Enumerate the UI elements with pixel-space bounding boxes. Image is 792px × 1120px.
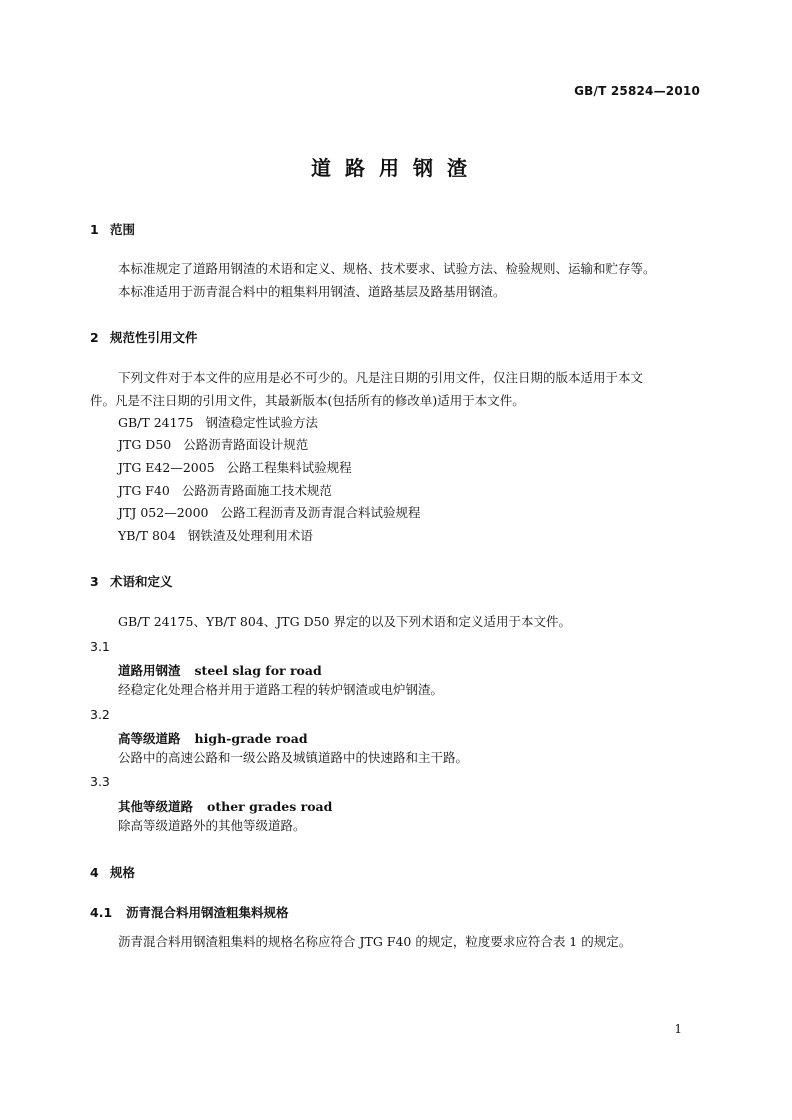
reference-item (118, 502, 421, 524)
section-number: 1 (90, 222, 99, 237)
reference-name: 公路工程沥青及沥青混合料试验规程 (220, 505, 421, 520)
section-4-heading (90, 863, 135, 881)
reference-item (118, 434, 308, 456)
paragraph: 下列文件对于本文件的应用是必不可少的。凡是注日期的引用文件，仅注日期的版本适用于本文 (118, 370, 644, 385)
reference-item (118, 480, 332, 502)
reference-name: 公路工程集料试验规程 (226, 460, 352, 475)
reference-code: JTG E42—2005 (118, 460, 215, 475)
term-entry (118, 661, 322, 679)
term-entry (118, 729, 308, 747)
term-definition: 公路中的高速公路和一级公路及城镇道路中的快速路和主干路。 (118, 750, 469, 765)
reference-code: YB/T 804 (118, 528, 176, 543)
section-title: 术语和定义 (110, 574, 173, 589)
section-number: 3 (90, 574, 99, 589)
subsection-4-1-heading (90, 903, 289, 921)
term-zh: 其他等级道路 (118, 799, 194, 814)
section-1-heading (90, 220, 135, 238)
term-definition: 经稳定化处理合格并用于道路工程的转炉钢渣或电炉钢渣。 (118, 682, 444, 697)
term-zh: 高等级道路 (118, 731, 181, 746)
reference-code: JTG D50 (118, 437, 172, 452)
reference-code: GB/T 24175 (118, 415, 194, 430)
term-number: 3.3 (90, 774, 110, 789)
term-en: other grades road (207, 799, 333, 814)
term-en: steel slag for road (194, 663, 322, 678)
term-number: 3.2 (90, 707, 110, 722)
term-en: high-grade road (194, 731, 308, 746)
reference-name: 公路沥青路面施工技术规范 (181, 483, 332, 498)
section-number: 4 (90, 865, 99, 880)
reference-name: 公路沥青路面设计规范 (183, 437, 309, 452)
standard-number: GB/T 25824—2010 (574, 84, 700, 98)
reference-item (118, 412, 318, 434)
reference-code: JTJ 052—2000 (118, 505, 209, 520)
paragraph: 件。凡是不注日期的引用文件，其最新版本(包括所有的修改单)适用于本文件。 (90, 393, 525, 408)
reference-name: 钢铁渣及处理利用术语 (187, 528, 313, 543)
reference-item (118, 457, 352, 479)
section-3-heading (90, 572, 173, 590)
document-title: 道路用钢渣 (311, 156, 481, 180)
section-title: 规格 (110, 865, 136, 880)
reference-name: 钢渣稳定性试验方法 (205, 415, 318, 430)
section-title: 规范性引用文件 (110, 330, 198, 345)
subsection-title: 沥青混合料用钢渣粗集料规格 (126, 905, 289, 920)
paragraph: 本标准规定了道路用钢渣的术语和定义、规格、技术要求、试验方法、检验规则、运输和贮存等。 (118, 261, 656, 276)
section-title: 范围 (110, 222, 136, 237)
paragraph: 沥青混合料用钢渣粗集料的规格名称应符合 JTG F40 的规定，粒度要求应符合表 1 的规定。 (118, 934, 632, 949)
reference-item (118, 525, 313, 547)
subsection-number: 4.1 (90, 905, 113, 920)
paragraph: 本标准适用于沥青混合料中的粗集料用钢渣、道路基层及路基用钢渣。 (118, 284, 506, 299)
section-2-heading (90, 328, 198, 346)
section-number: 2 (90, 330, 99, 345)
term-zh: 道路用钢渣 (118, 663, 181, 678)
paragraph: GB/T 24175、YB/T 804、JTG D50 界定的以及下列术语和定义适用于本文件。 (118, 614, 571, 629)
term-definition: 除高等级道路外的其他等级道路。 (118, 818, 306, 833)
page-number: 1 (674, 1022, 682, 1036)
term-entry (118, 797, 332, 815)
reference-code: JTG F40 (118, 483, 170, 498)
term-number: 3.1 (90, 639, 110, 654)
